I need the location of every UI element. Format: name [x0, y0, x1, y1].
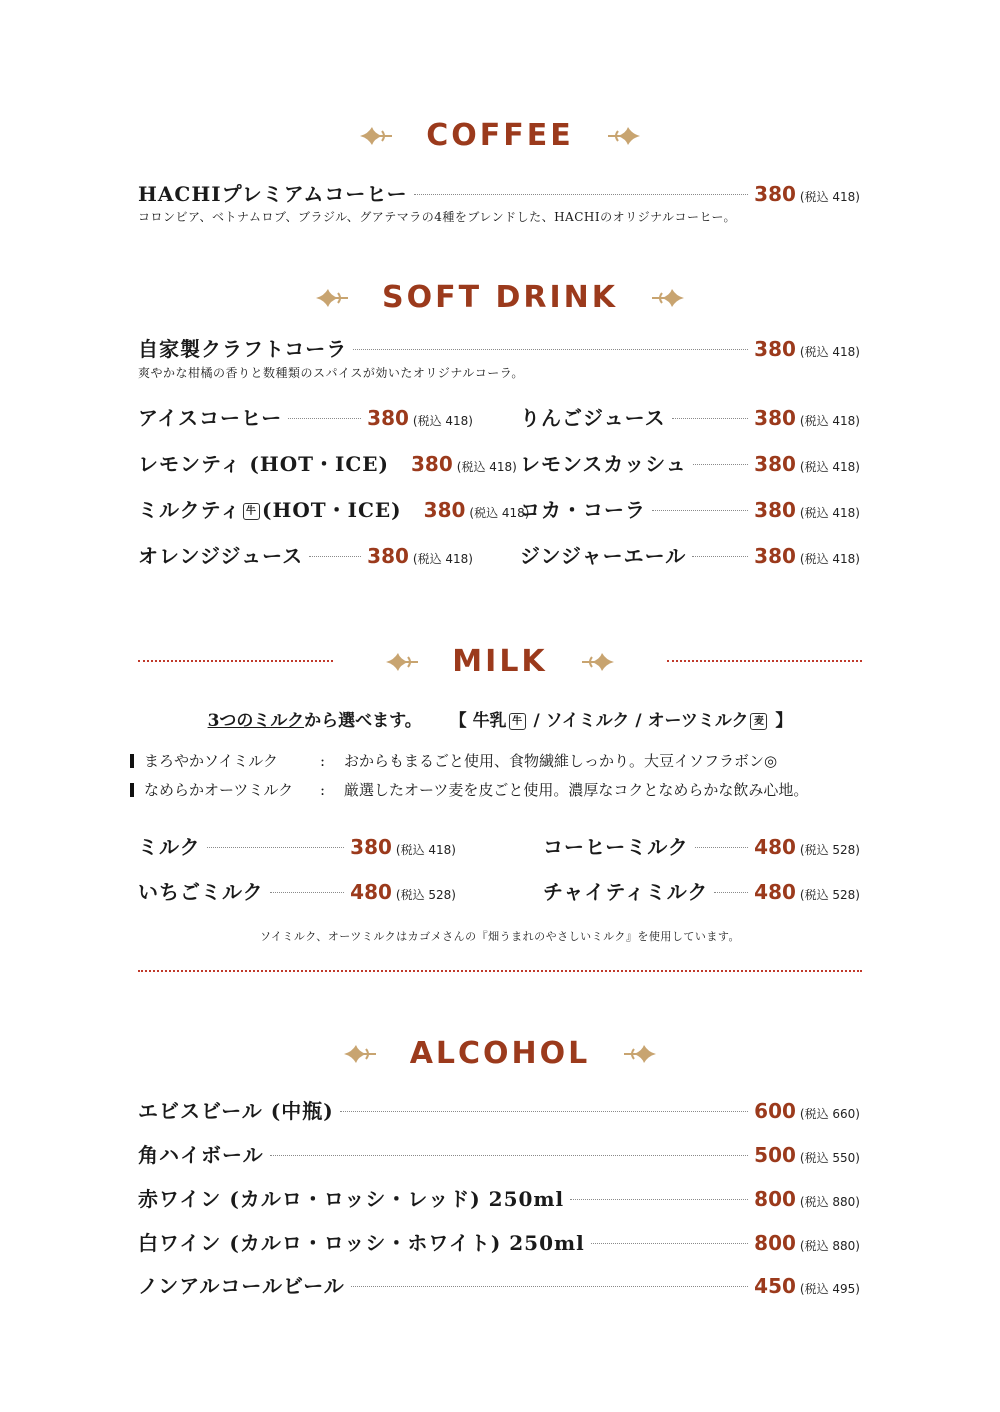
leader-dots — [570, 1199, 748, 1200]
item-name: エビスビール (中瓶) — [138, 1099, 334, 1123]
item-tax: (税込 418) — [412, 414, 473, 428]
section-title-milk: MILK — [452, 644, 548, 679]
item-name: 角ハイボール — [138, 1143, 264, 1167]
menu-item — [138, 178, 860, 207]
ornament-right-icon — [606, 121, 642, 151]
leader-dots — [693, 464, 748, 465]
item-price: 380 — [423, 498, 466, 522]
item-name: レモンティ (HOT・ICE) — [138, 452, 390, 476]
item-name: HACHIプレミアムコーヒー — [138, 182, 408, 206]
item-price: 800 — [754, 1187, 796, 1211]
section-header-soft-drink — [0, 280, 1000, 317]
note-colon: : — [320, 751, 326, 770]
item-name: りんごジュース — [520, 406, 666, 430]
item-tax: (税込 418) — [799, 506, 860, 520]
menu-item — [138, 402, 473, 431]
item-name: ジンジャーエール — [520, 544, 687, 568]
item-name: オレンジジュース — [138, 544, 304, 568]
menu-item — [138, 494, 530, 523]
wheat-badge-icon: 麦 — [750, 713, 767, 730]
leader-dots — [395, 464, 405, 465]
item-tax: (税込 495) — [799, 1282, 860, 1296]
menu-item — [138, 1183, 860, 1212]
section-title-coffee: COFFEE — [426, 118, 574, 153]
item-tax: (税込 418) — [799, 190, 860, 204]
item-name: 赤ワイン (カルロ・ロッシ・レッド) 250ml — [138, 1187, 565, 1211]
note-label: なめらかオーツミルク — [144, 781, 294, 799]
leader-dots — [270, 892, 345, 893]
item-price: 480 — [754, 835, 796, 859]
divider-bottom — [138, 970, 862, 972]
item-price: 480 — [754, 880, 796, 904]
item-name: アイスコーヒー — [138, 406, 283, 430]
item-description: コロンビア、ベトナムロブ、ブラジル、グアテマラの4種をブレンドした、HACHIのオリジナルコーヒー。 — [138, 210, 737, 224]
menu-item — [138, 448, 517, 477]
item-tax: (税込 418) — [799, 552, 860, 566]
section-header-coffee — [0, 118, 1000, 155]
item-name: ミルク — [138, 835, 201, 859]
menu-item — [520, 402, 860, 431]
menu-item — [543, 831, 860, 860]
item-price: 380 — [754, 544, 796, 568]
item-name — [138, 494, 402, 523]
bracket-close: 】 — [775, 711, 793, 731]
item-tax: (税込 418) — [799, 345, 860, 359]
section-title-soft-drink: SOFT DRINK — [381, 280, 619, 315]
item-price: 500 — [754, 1143, 796, 1167]
item-price: 600 — [754, 1099, 796, 1123]
milk-note — [130, 750, 777, 771]
note-label: まろやかソイミルク — [144, 752, 278, 770]
item-price: 380 — [350, 835, 392, 859]
leader-dots — [270, 1155, 749, 1156]
item-name: 白ワイン (カルロ・ロッシ・ホワイト) 250ml — [138, 1231, 585, 1255]
item-price: 380 — [367, 544, 409, 568]
item-tax: (税込 528) — [799, 843, 860, 857]
note-text: おからもまるごと使用、食物繊維しっかり。大豆イソフラボン◎ — [344, 752, 778, 770]
leader-dots — [351, 1286, 748, 1287]
menu-item — [138, 831, 456, 860]
item-description: 爽やかな柑橘の香りと数種類のスパイスが効いたオリジナルコーラ。 — [138, 366, 524, 380]
leader-dots — [207, 847, 345, 848]
item-price: 380 — [754, 452, 796, 476]
menu-item — [520, 494, 860, 523]
ornament-left-icon — [358, 121, 394, 151]
item-price: 380 — [754, 406, 796, 430]
item-price: 380 — [411, 452, 453, 476]
separator: / — [635, 711, 642, 731]
leader-dots — [340, 1111, 748, 1112]
milk-option-cow: 牛乳 — [472, 711, 507, 731]
note-text: 厳選したオーツ麦を皮ごと使用。濃厚なコクとなめらかな飲み心地。 — [344, 781, 809, 799]
item-name: いちごミルク — [138, 880, 264, 904]
ornament-left-icon — [314, 283, 350, 313]
menu-item — [520, 448, 860, 477]
ornament-right-icon — [650, 283, 686, 313]
menu-item — [138, 876, 456, 905]
item-tax: (税込 418) — [412, 552, 473, 566]
item-tax: (税込 660) — [799, 1107, 860, 1121]
leader-dots — [408, 510, 418, 511]
leader-dots — [414, 194, 749, 195]
menu-item — [543, 876, 860, 905]
item-price: 480 — [350, 880, 392, 904]
item-tax: (税込 418) — [799, 460, 860, 474]
leader-dots — [672, 418, 749, 419]
cow-milk-badge-icon: 牛 — [509, 713, 526, 730]
milk-footnote: ソイミルク、オーツミルクはカゴメさんの『畑うまれのやさしいミルク』を使用しています。 — [259, 930, 741, 943]
leader-dots — [288, 418, 361, 419]
item-tax: (税込 880) — [799, 1195, 860, 1209]
milk-intro-highlight: 3つのミルク — [207, 711, 305, 731]
milk-option-soy: ソイミルク — [545, 711, 630, 731]
bullet-bar — [130, 754, 134, 768]
item-price: 380 — [754, 182, 796, 206]
bullet-bar — [130, 783, 134, 797]
item-tax: (税込 880) — [799, 1239, 860, 1253]
leader-dots — [309, 556, 361, 557]
item-name: 自家製クラフトコーラ — [138, 337, 348, 361]
item-price: 380 — [754, 337, 796, 361]
leader-dots — [652, 510, 748, 511]
item-price: 800 — [754, 1231, 796, 1255]
menu-item — [138, 1270, 860, 1299]
milk-note — [130, 779, 808, 800]
item-tax: (税込 418) — [799, 414, 860, 428]
leader-dots — [714, 892, 748, 893]
item-name-text: ミルクティ — [138, 498, 241, 522]
item-tax: (税込 418) — [456, 460, 517, 474]
item-tax: (税込 418) — [469, 506, 530, 520]
item-name: ノンアルコールビール — [138, 1274, 345, 1298]
item-name: チャイティミルク — [543, 880, 709, 904]
item-name: コカ・コーラ — [520, 498, 646, 522]
leader-dots — [695, 847, 748, 848]
note-colon: : — [320, 780, 326, 799]
item-tax: (税込 418) — [395, 843, 456, 857]
ornament-right-icon — [622, 1039, 658, 1069]
item-price: 380 — [754, 498, 796, 522]
leader-dots — [692, 556, 748, 557]
menu-item — [138, 333, 860, 362]
cow-milk-badge-icon: 牛 — [243, 503, 260, 520]
milk-intro-text: から選べます。 — [304, 711, 422, 731]
ornament-right-icon — [580, 647, 616, 677]
menu-item — [138, 1227, 860, 1256]
menu-item — [138, 1095, 860, 1124]
item-name: レモンスカッシュ — [520, 452, 687, 476]
separator: / — [533, 711, 540, 731]
item-price: 380 — [367, 406, 409, 430]
section-header-alcohol — [0, 1036, 1000, 1073]
section-header-milk — [0, 644, 1000, 681]
menu-item — [520, 540, 860, 569]
milk-option-oat: オーツミルク — [647, 711, 749, 731]
leader-dots — [591, 1243, 748, 1244]
menu-item — [138, 540, 473, 569]
ornament-left-icon — [384, 647, 420, 677]
leader-dots — [353, 349, 748, 350]
item-tax: (税込 528) — [395, 888, 456, 902]
section-title-alcohol: ALCOHOL — [409, 1036, 591, 1071]
item-price: 450 — [754, 1274, 796, 1298]
ornament-left-icon — [342, 1039, 378, 1069]
item-name: コーヒーミルク — [543, 835, 689, 859]
bracket-open: 【 — [449, 711, 467, 731]
menu-item — [138, 1139, 860, 1168]
item-tax: (税込 528) — [799, 888, 860, 902]
item-name-suffix: (HOT・ICE) — [262, 498, 402, 522]
milk-intro — [0, 706, 1000, 731]
item-tax: (税込 550) — [799, 1151, 860, 1165]
